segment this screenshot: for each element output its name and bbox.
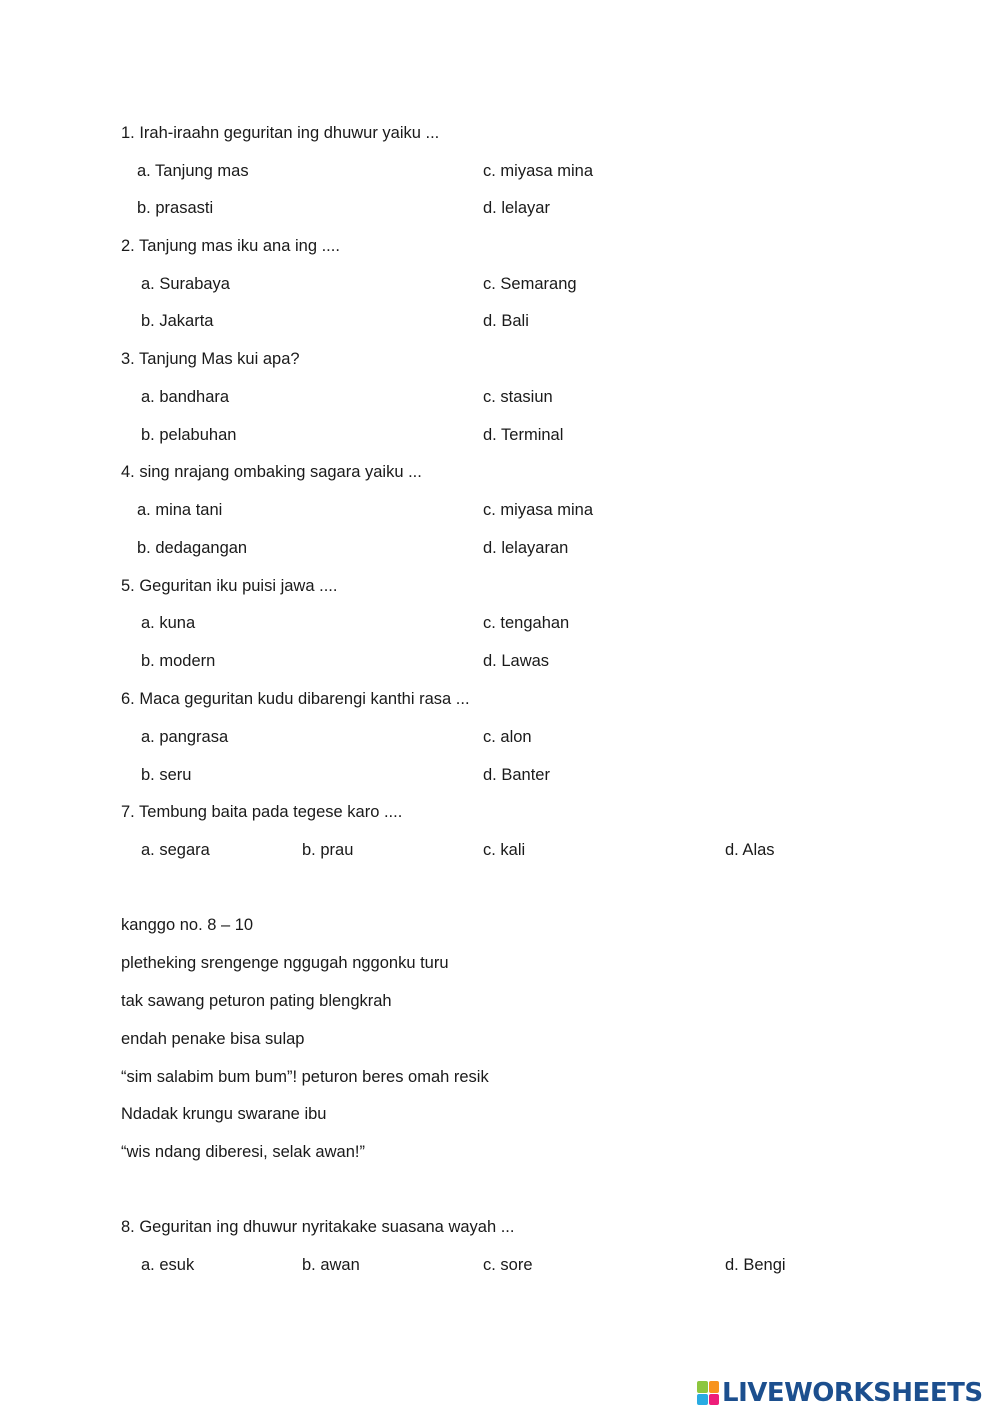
question-4-text: 4. sing nrajang ombaking sagara yaiku ... <box>121 463 422 481</box>
question-8-option-c[interactable]: c. sore <box>483 1256 533 1274</box>
question-5-text: 5. Geguritan iku puisi jawa .... <box>121 577 338 595</box>
poem-intro: kanggo no. 8 – 10 <box>121 916 254 934</box>
question-5-option-c[interactable]: c. tengahan <box>483 614 570 632</box>
poem-line: tak sawang peturon pating blengkrah <box>121 992 392 1010</box>
question-1-option-d[interactable]: d. lelayar <box>483 199 550 217</box>
question-3-option-d[interactable]: d. Terminal <box>483 426 564 444</box>
question-7-option-d[interactable]: d. Alas <box>725 841 775 859</box>
logo-square <box>709 1394 720 1406</box>
poem-line: “wis ndang diberesi, selak awan!” <box>121 1143 365 1161</box>
question-7-option-b[interactable]: b. prau <box>302 841 354 859</box>
question-4-option-b[interactable]: b. dedagangan <box>137 539 248 557</box>
question-5-option-b[interactable]: b. modern <box>141 652 216 670</box>
question-1-option-b[interactable]: b. prasasti <box>137 199 214 217</box>
question-6-option-c[interactable]: c. alon <box>483 728 532 746</box>
question-6-option-d[interactable]: d. Banter <box>483 766 550 784</box>
question-8-option-d[interactable]: d. Bengi <box>725 1256 786 1274</box>
logo-square <box>697 1394 708 1406</box>
question-7-option-c[interactable]: c. kali <box>483 841 526 859</box>
question-4-option-d[interactable]: d. lelayaran <box>483 539 569 557</box>
question-8-option-b[interactable]: b. awan <box>302 1256 360 1274</box>
question-4-option-c[interactable]: c. miyasa mina <box>483 501 594 519</box>
question-3-option-c[interactable]: c. stasiun <box>483 388 553 406</box>
question-7-option-a[interactable]: a. segara <box>141 841 210 859</box>
liveworksheets-logo-icon <box>697 1381 719 1405</box>
question-8-option-a[interactable]: a. esuk <box>141 1256 195 1274</box>
question-3-option-a[interactable]: a. bandhara <box>141 388 230 406</box>
question-3-text: 3. Tanjung Mas kui apa? <box>121 350 300 368</box>
liveworksheets-logo-text: LIVEWORKSHEETS <box>722 1378 983 1408</box>
question-5-option-a[interactable]: a. kuna <box>141 614 196 632</box>
question-1-option-c[interactable]: c. miyasa mina <box>483 162 594 180</box>
question-1-text: 1. Irah-iraahn geguritan ing dhuwur yaiku ... <box>121 124 440 142</box>
liveworksheets-logo <box>697 1378 983 1408</box>
question-6-text: 6. Maca geguritan kudu dibarengi kanthi rasa ... <box>121 690 470 708</box>
question-2-option-d[interactable]: d. Bali <box>483 312 529 330</box>
question-6-option-a[interactable]: a. pangrasa <box>141 728 229 746</box>
question-3-option-b[interactable]: b. pelabuhan <box>141 426 237 444</box>
question-5-option-d[interactable]: d. Lawas <box>483 652 550 670</box>
question-1-option-a[interactable]: a. Tanjung mas <box>137 162 249 180</box>
poem-line: pletheking srengenge nggugah nggonku turu <box>121 954 449 972</box>
logo-square <box>709 1381 720 1393</box>
question-2-option-a[interactable]: a. Surabaya <box>141 275 230 293</box>
poem-line: “sim salabim bum bum”! peturon beres omah resik <box>121 1068 489 1086</box>
question-2-option-c[interactable]: c. Semarang <box>483 275 577 293</box>
poem-line: Ndadak krungu swarane ibu <box>121 1105 327 1123</box>
question-8-text: 8. Geguritan ing dhuwur nyritakake suasana wayah ... <box>121 1218 515 1236</box>
question-6-option-b[interactable]: b. seru <box>141 766 192 784</box>
question-2-text: 2. Tanjung mas iku ana ing .... <box>121 237 340 255</box>
question-7-text: 7. Tembung baita pada tegese karo .... <box>121 803 403 821</box>
question-4-option-a[interactable]: a. mina tani <box>137 501 223 519</box>
poem-line: endah penake bisa sulap <box>121 1030 305 1048</box>
question-2-option-b[interactable]: b. Jakarta <box>141 312 214 330</box>
logo-square <box>697 1381 708 1393</box>
